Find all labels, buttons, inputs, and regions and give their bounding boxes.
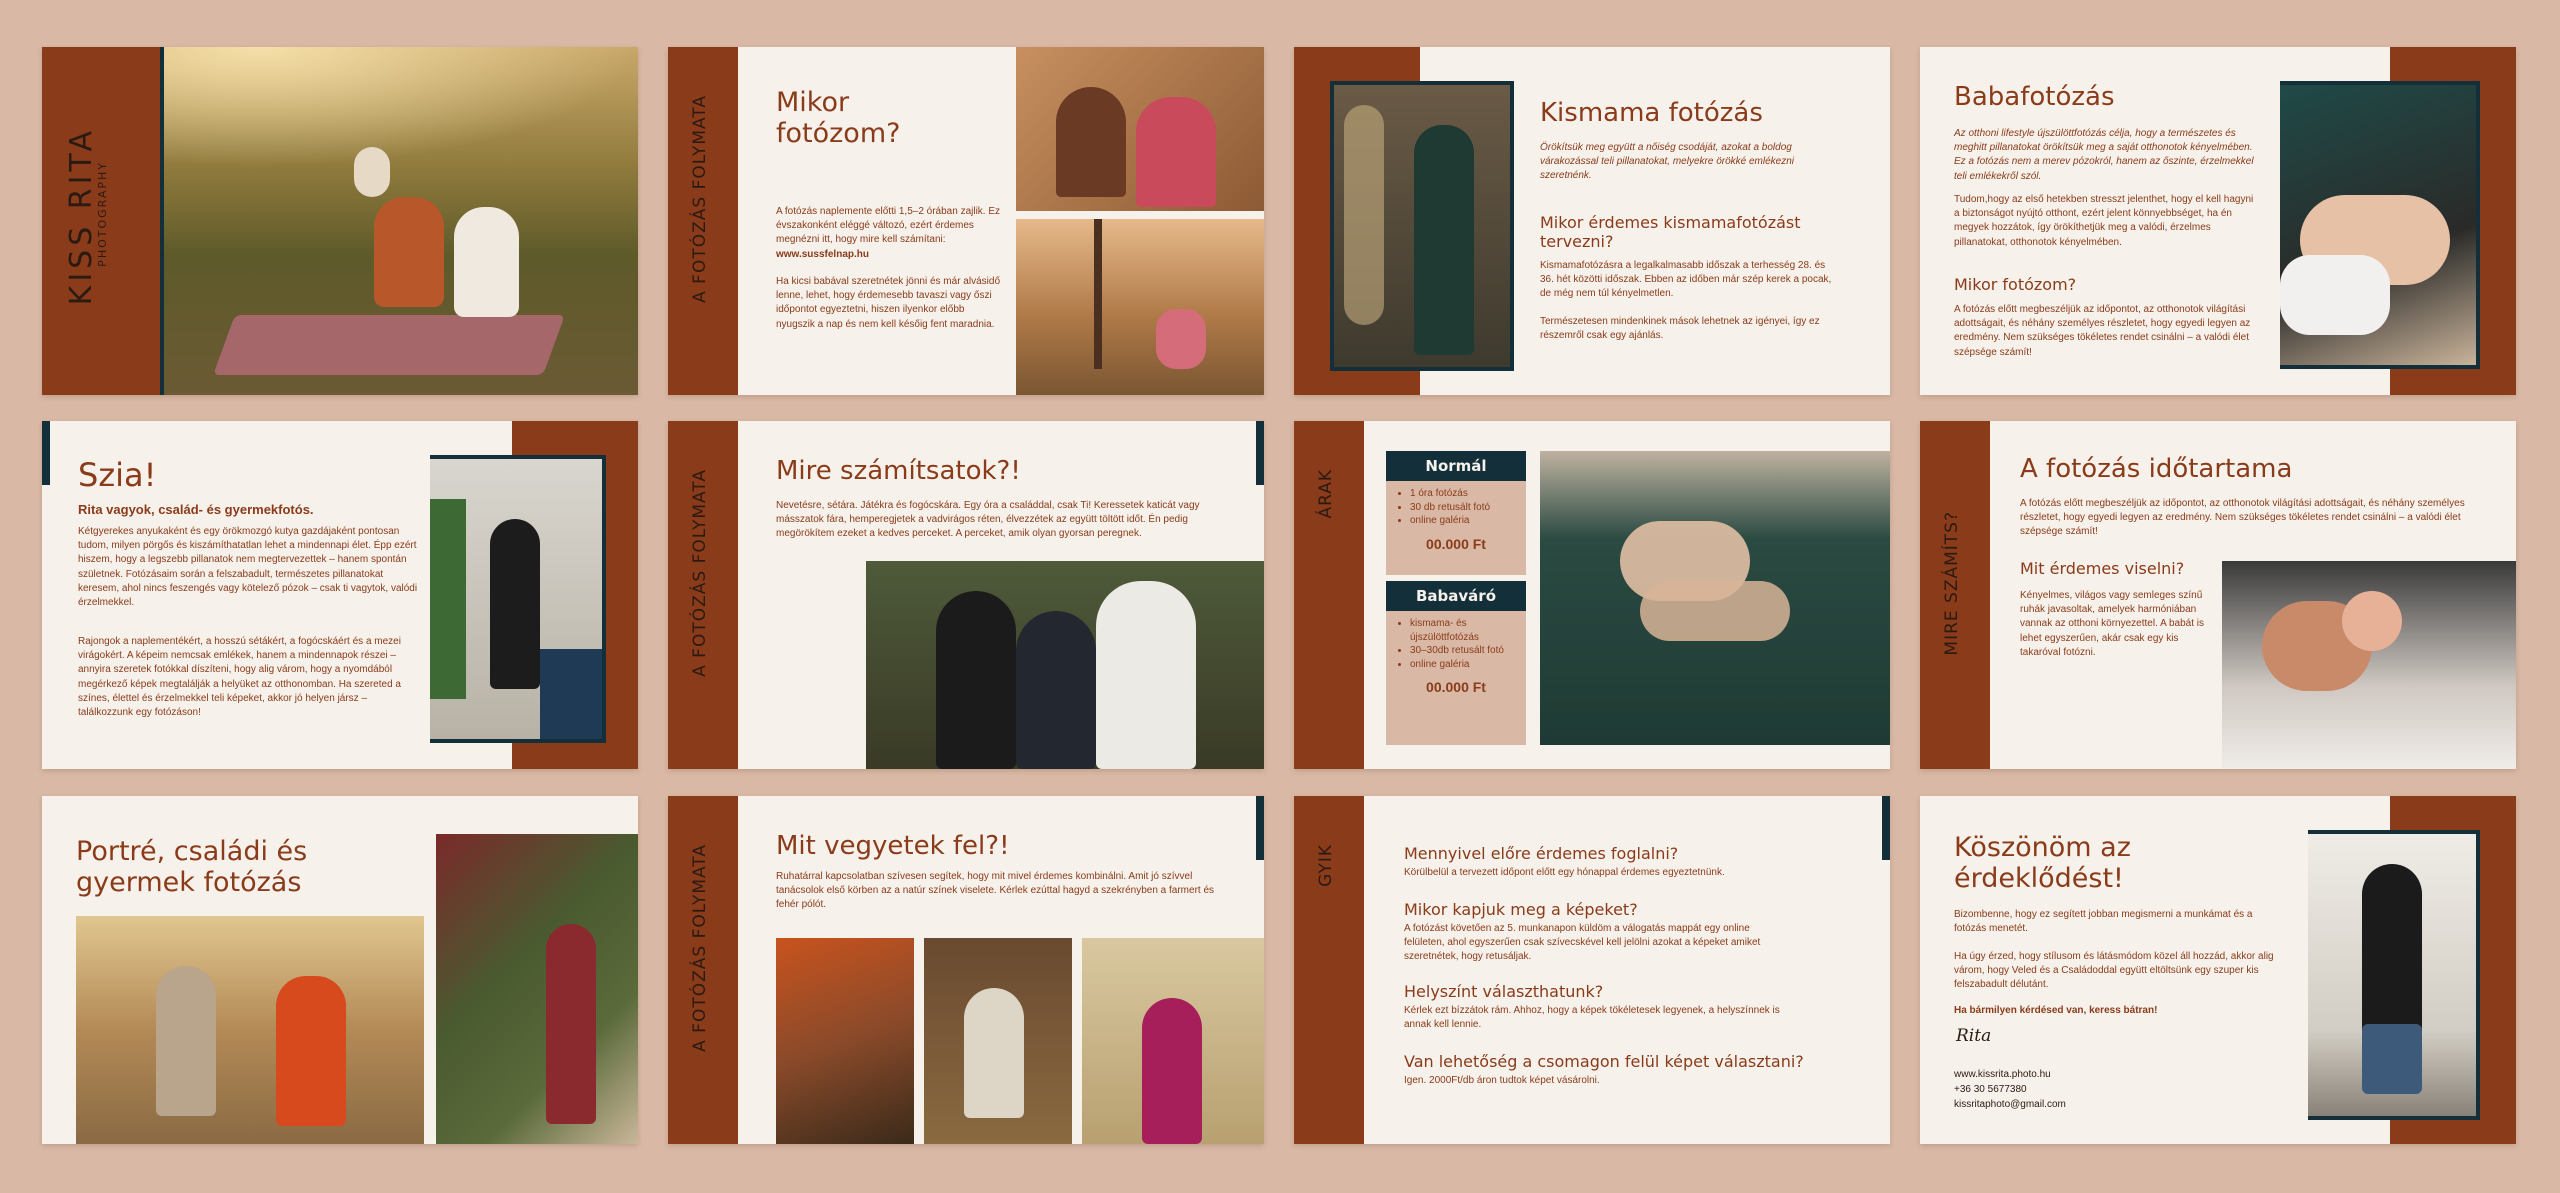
lead-text: Az otthoni lifestyle újszülöttfotózás célja, hogy a természetes és meghitt pillanatokat örökítsük meg a saját otthonotok kényelmében. Ez a fotózás nem a merev pózokról, hanem az őszinte, érzelmekkel teli emlékekről szól.: [1954, 128, 2254, 182]
slide-koszonom[interactable]: [1920, 796, 2516, 1144]
package-babavaro[interactable]: [1386, 581, 1526, 745]
side-label: A FOTÓZÁS FOLYMATA: [690, 469, 710, 677]
slide-idotartam[interactable]: [1920, 421, 2516, 769]
package-price: 00.000 Ft: [1426, 679, 1486, 695]
section-subtitle: Mit érdemes viselni?: [2020, 559, 2185, 578]
feature-item: • 30 db retusált fotó: [1410, 501, 1526, 515]
tree-photo: [1016, 219, 1264, 395]
baby-hand-photo: [2222, 561, 2516, 769]
body-text: A fotózás naplemente előtti 1,5–2 órában zajlik. Ez évszakonként eléggé változó, ezért érdemes megnézni itt, hogy mire kell számítani: www.sussfelnap.hu: [776, 206, 1001, 260]
closing-line: Ha bármilyen kérdésed van, keress bátran!: [1954, 1005, 2158, 1016]
slide-mire-szamitsatok[interactable]: [668, 421, 1264, 769]
body-text: Kétgyerekes anyukaként és egy örökmozgó kutya gazdájaként pontosan tudom, milyen pörgős és kiszámíthatatlan lehet a mindennapi élet. Épp ezért hiszem, hogy a legszebb pillanatok nem megtervezettek – hanem spontán születnek. Fotózásaim során a felszabadult, természetes pillanatokat keresem, ahol nincs feszengés vagy kötelező pózok – csak ti vagytok, valódi érzelmekkel.: [78, 526, 418, 608]
faq-question: Van lehetőség a csomagon felül képet választani?: [1404, 1052, 1804, 1071]
body-text-2: Rajongok a naplementékért, a hosszú sétákért, a fogócskáért és a mezei virágokért. A képeim nemcsak emlékek, hanem a mindennapok részei – annyira szeretek fotókkal díszíteni, hogy alig várom, hogy a nyomdából megérkező képek megtalálják a helyüket az otthonomban. Ha szereted a színes, élettel és érzelmekkel teli képeket, akkor jó helyen jársz – találkozzunk egy fotózáson!: [78, 636, 401, 718]
package-features: [1386, 487, 1526, 528]
pregnancy-photo: [1330, 81, 1514, 371]
slide-title: Mikor fotózom?: [776, 87, 901, 150]
slide-title: Kismama fotózás: [1540, 98, 1763, 128]
field-photo: [76, 916, 424, 1144]
mother-figure: [374, 197, 444, 307]
side-label: A FOTÓZÁS FOLYMATA: [690, 844, 710, 1052]
faq-answer: Körülbelül a tervezett időpont előtt egy hónappal érdemes egyeztetnünk.: [1404, 867, 1725, 878]
body-text: Nevetésre, sétára. Játékra és fogócskára. Egy óra a családdal, csak Ti! Keressetek katicát vagy másszatok fára, hemperegjetek a vadvirágos réten, élvezzétek az együtt töltött időt. Én pedig megörökítem ezeket a kedves perceket. A perceket, amik olyan gyorsan peregnek.: [776, 500, 1200, 540]
body-text: Tudom,hogy az első hetekben stresszt jelenthet, hogy el kell hagyni a biztonságot nyújtó otthont, ezért jelent könnyebbséget, ha én megyek hozzátok, így örökíthetjük meg a valódi, érzelmes pillanatokat, otthonotok kényelmében.: [1954, 194, 2254, 248]
contact-web[interactable]: www.kissrita.photo.hu: [1954, 1069, 2051, 1080]
slide-arak[interactable]: [1294, 421, 1890, 769]
toddler-photo: [924, 938, 1072, 1144]
feature-item: • 1 óra fotózás: [1410, 487, 1526, 501]
photographer-photo: [2308, 830, 2480, 1120]
boys-photo: [866, 561, 1264, 769]
slide-kismama[interactable]: [1294, 47, 1890, 395]
package-name: Normál: [1386, 451, 1526, 481]
faq-question: Helyszínt választhatunk?: [1404, 982, 1604, 1001]
brand-name: KISS RITA: [64, 127, 99, 306]
child-figure: [354, 147, 390, 197]
contact-email[interactable]: kissritaphoto@gmail.com: [1954, 1099, 2066, 1110]
slide-portre[interactable]: [42, 796, 638, 1144]
package-price: 00.000 Ft: [1426, 535, 1486, 552]
body-text-2: A fotózás előtt megbeszéljük az időpontot, az otthonotok világítási adottságait, és néhány személyes részletet, hogy egyedi legyen az eredmény. Nem szükséges tökéletes rendet csinálni – a valódi élet szépsége számít!: [1954, 304, 2251, 358]
girl-flowers-photo: [1082, 938, 1264, 1144]
nav-marker: [1256, 796, 1264, 860]
feature-item: • online galéria: [1410, 514, 1526, 528]
slide-mikor-fotozom[interactable]: [668, 47, 1264, 395]
slide-mit-vegyetek-fel[interactable]: [668, 796, 1264, 1144]
link-sussfelnap[interactable]: www.sussfelnap.hu: [776, 248, 869, 260]
feature-item: • kismama- és újszülöttfotózás: [1410, 617, 1518, 644]
slide-cover[interactable]: [42, 47, 638, 395]
body-text: Kismamafotózásra a legalkalmasabb időszak a terhesség 28. és 36. hét közötti időszak. Ebben az időben már szép kerek a pocak, de még nem túl kényelmetlen.: [1540, 260, 1832, 300]
section-subtitle: Mikor érdemes kismamafotózást tervezni?: [1540, 213, 1801, 252]
girl-ivy-photo: [436, 834, 638, 1144]
side-label: GYIK: [1316, 844, 1336, 887]
body-text-2: Természetesen mindenkinek mások lehetnek az igényei, így ez részemről csak egy ajánlás.: [1540, 316, 1820, 342]
father-figure: [454, 207, 519, 317]
body-text: A fotózás előtt megbeszéljük az időpontot, az otthonotok világítási adottságait, és néhány személyes részletet, hogy egyedi legyen az eredmény. Nem szükséges tökéletes rendet csinálni – a valódi élet szépsége számít!: [2020, 498, 2465, 538]
slide-title: Mit vegyetek fel?!: [776, 831, 1010, 861]
side-label: MIRE SZÁMÍTS?: [1942, 511, 1962, 656]
slide-title: A fotózás időtartama: [2020, 454, 2293, 484]
children-photo: [1016, 47, 1264, 211]
faq-question: Mikor kapjuk meg a képeket?: [1404, 900, 1638, 919]
body-text: Ruhatárral kapcsolatban szívesen segítek, hogy mit mivel érdemes kombinálni. Amit jó szívvel tanácsolok első körben az a natúr színek viselete. Kérlek ezúttal hagyd a szekrényben a farmert és fehér pólót.: [776, 871, 1215, 911]
package-features: [1386, 617, 1526, 671]
lead-text: Örökítsük meg együtt a nőiség csodáját, azokat a boldog várakozással teli pillanatokat, melyekre örökké emlékezni szeretnénk.: [1540, 142, 1795, 182]
slide-title: Babafotózás: [1954, 82, 2115, 112]
blanket: [213, 315, 565, 375]
slide-title: Szia!: [78, 456, 157, 494]
faq-question: Mennyivel előre érdemes foglalni?: [1404, 844, 1679, 863]
feature-item: • 30–30db retusált fotó: [1410, 644, 1518, 658]
body-text-2: Ha kicsi babával szeretnétek jönni és már alvásidő lenne, lehet, hogy érdemesebb tavaszi vagy őszi időpontot egyeztetni, hiszen ilyenkor előbb nyugszik a nap és nem kell későig fent maradnia.: [776, 276, 1000, 330]
section-subtitle: Mikor fotózom?: [1954, 275, 2077, 294]
signature: Rita: [1956, 1026, 1992, 1046]
slide-title: Köszönöm az érdeklődést!: [1954, 832, 2131, 895]
nav-marker: [1256, 421, 1264, 485]
feature-item: • online galéria: [1410, 658, 1518, 672]
faq-answer: Igen. 2000Ft/db áron tudtok képet vásárolni.: [1404, 1075, 1600, 1086]
package-name: Babaváró: [1386, 581, 1526, 611]
package-normal[interactable]: [1386, 451, 1526, 575]
brand-subtitle: PHOTOGRAPHY: [96, 161, 109, 267]
brand-logo: [64, 107, 124, 347]
body-text: Bizombenne, hogy ez segített jobban megismerni a munkámat és a fotózás menetét.: [1954, 909, 2253, 935]
side-label: A FOTÓZÁS FOLYMATA: [690, 95, 710, 303]
side-label: ÁRAK: [1316, 469, 1336, 519]
faq-answer: A fotózást követően az 5. munkanapon küldöm a válogatás mappát egy online felületen, ahol egyszerűen csak szívecskével kell jelölni azokat a képeket amiket szeretnétek, hogy retusáljak.: [1404, 923, 1761, 963]
faq-answer: Kérlek ezt bízzátok rám. Ahhoz, hogy a képek tökéletesek legyenek, a helyszínnek is annak kell lennie.: [1404, 1005, 1780, 1031]
portrait-photo: [430, 455, 606, 743]
slide-gyik[interactable]: [1294, 796, 1890, 1144]
slide-title: Portré, családi és gyermek fotózás: [76, 836, 308, 899]
intro-subtitle: Rita vagyok, család- és gyermekfotós.: [78, 502, 314, 517]
slide-title: Mire számítsatok?!: [776, 456, 1021, 486]
nav-marker: [1882, 796, 1890, 860]
knit-sweater-photo: [776, 938, 914, 1144]
family-photo: [164, 47, 638, 395]
newborn-photo: [2280, 81, 2480, 369]
body-text-2: Kényelmes, világos vagy semleges színű ruhák javasoltak, amelyek harmóniában vannak az otthoni környezettel. A babát is lehet egyszerűen, akár csak egy kis takaróval fotózni.: [2020, 590, 2205, 658]
nav-marker: [42, 421, 50, 485]
slide-babafotozas[interactable]: [1920, 47, 2516, 395]
body-text-2: Ha úgy érzed, hogy stílusom és látásmódom közel áll hozzád, akkor alig várom, hogy Veled és a Családoddal együtt eltöltsünk egy szuper kis felszabadult délutánt.: [1954, 951, 2274, 991]
contact-phone[interactable]: +36 30 5677380: [1954, 1084, 2027, 1095]
belly-photo: [1540, 451, 1890, 745]
slide-szia[interactable]: [42, 421, 638, 769]
